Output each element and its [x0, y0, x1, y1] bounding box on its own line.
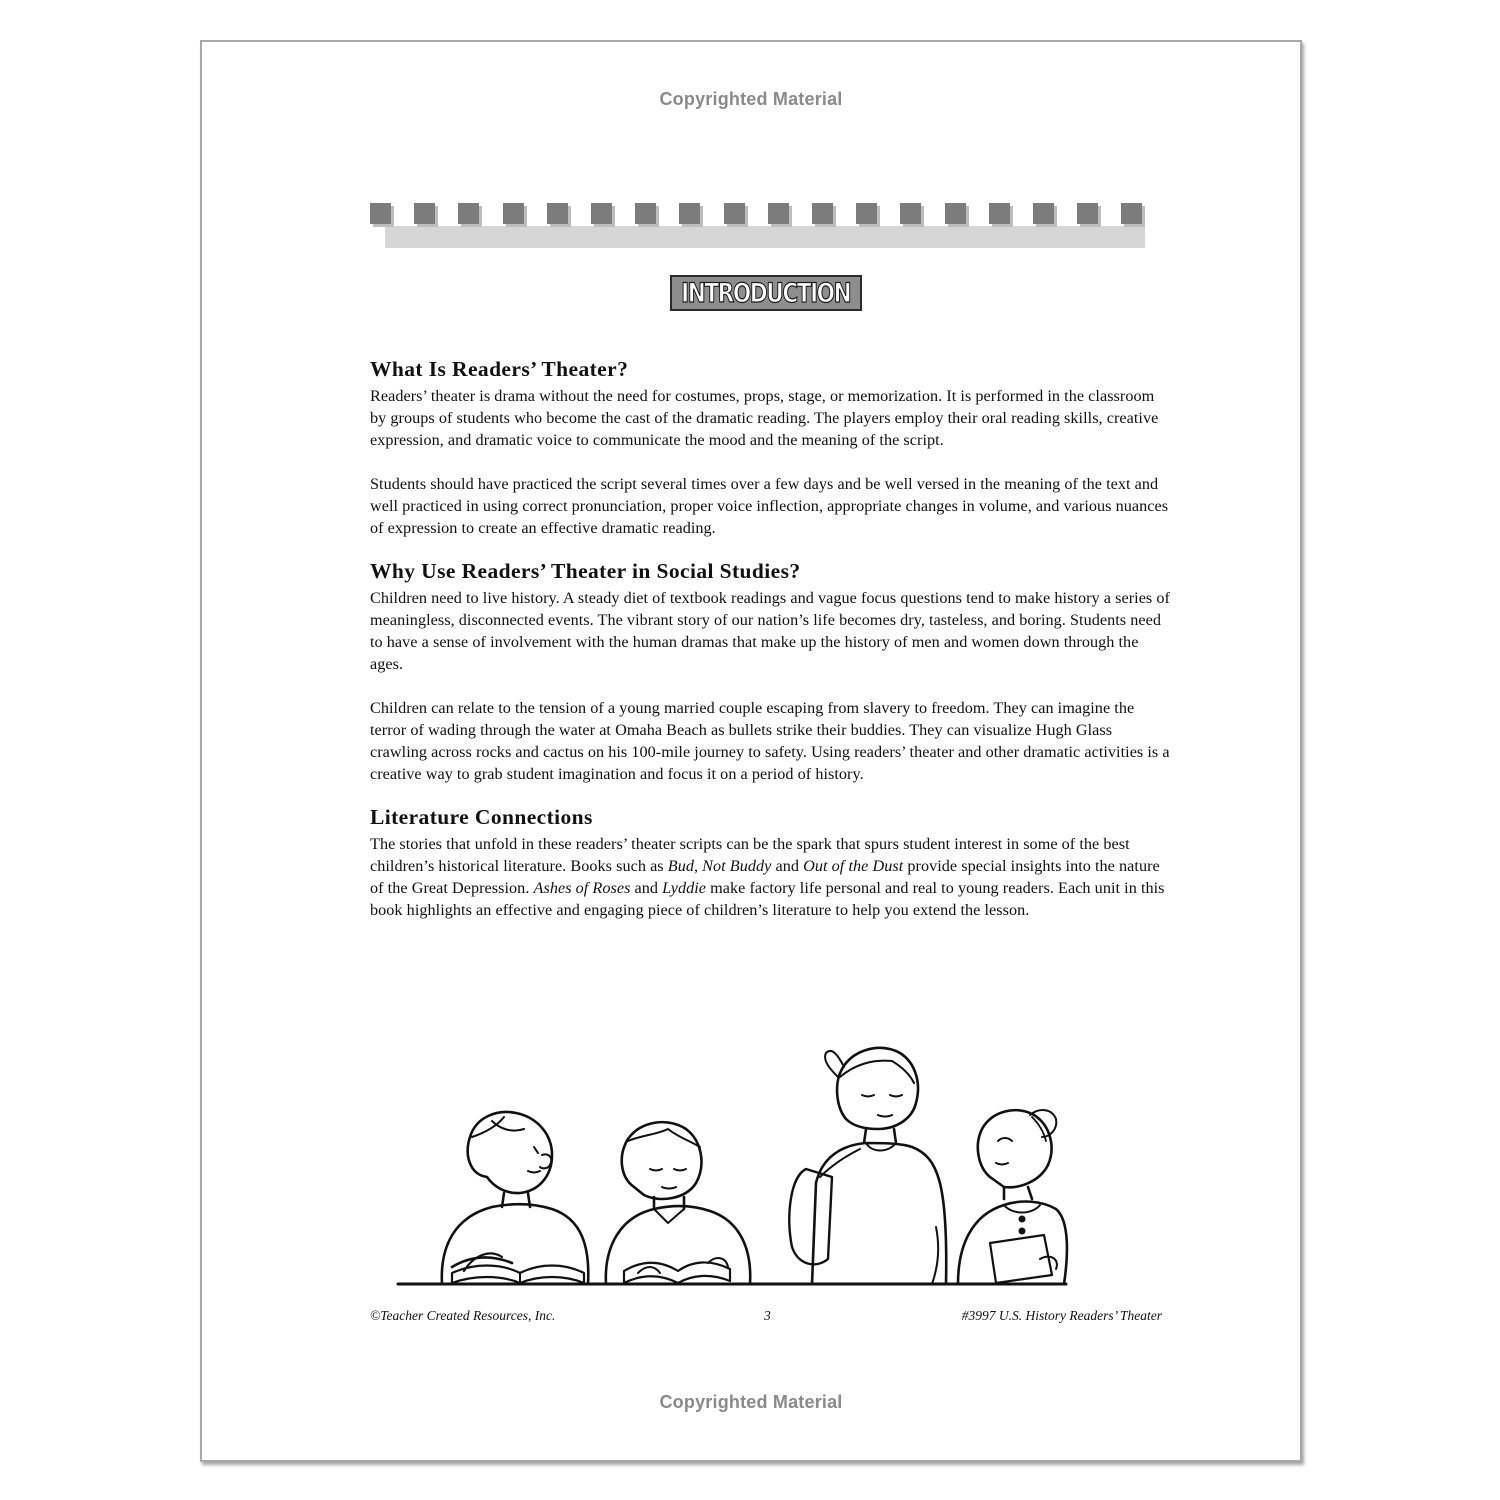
- binding-square: [900, 203, 921, 224]
- binding-square: [458, 203, 479, 224]
- footer-book-title: #3997 U.S. History Readers’ Theater: [961, 1308, 1162, 1323]
- binding-square: [414, 203, 435, 224]
- document-page: [200, 40, 1302, 1462]
- text-run: make factory life personal and real to young readers. Each unit in this book highlights an effective and engaging piece of children’s literature to help you extend the lesson.: [370, 879, 1165, 919]
- binding-square: [812, 203, 833, 224]
- binding-square: [1121, 203, 1142, 224]
- paragraph: Students should have practiced the script several times over a few days and be well versed in the meaning of the text and well practiced in using correct pronunciation, proper voice inflection, appropriate changes in volume, and various nuances of expression to create an effective dramatic reading.: [370, 475, 1169, 537]
- text-run: and: [771, 857, 804, 875]
- binding-square: [856, 203, 877, 224]
- introduction-banner: [670, 275, 862, 311]
- spiral-binding: [370, 203, 1162, 229]
- text-run: and: [630, 879, 663, 897]
- binding-square: [547, 203, 568, 224]
- text-run: The stories that unfold in these readers’ theater scripts can be the spark that spurs student interest in some of the best children’s historical literature. Books such as: [370, 835, 1130, 875]
- section-heading: What Is Readers’ Theater?: [370, 357, 629, 381]
- binding-square: [1077, 203, 1098, 224]
- book-title-lyddie: Lyddie: [662, 879, 707, 897]
- footer-page-number: 3: [764, 1308, 771, 1323]
- paragraph: Children can relate to the tension of a young married couple escaping from slavery to freedom. They can imagine the terror of wading through the water at Omaha Beach as bullets strike their buddies. They can visualize Hugh Glass crawling across rocks and cactus on his 100-mile journey to safety. Using readers’ theater and other dramatic activities is a creative way to grab student imagination and focus it on a period of history.: [370, 699, 1170, 783]
- book-title-ashes-of-roses: Ashes of Roses: [533, 879, 631, 897]
- paragraph: Readers’ theater is drama without the need for costumes, props, stage, or memorization. It is performed in the classroom by groups of students who become the cast of the dramatic reading. The players employ their oral reading skills, creative expression, and dramatic voice to communicate the mood and the meaning of the script.: [370, 387, 1159, 449]
- paragraph: [370, 833, 1170, 921]
- binding-square: [945, 203, 966, 224]
- student-girl-looking-up: [958, 1110, 1067, 1284]
- binding-square: [591, 203, 612, 224]
- watermark-top: Copyrighted Material: [659, 89, 843, 109]
- student-boy-with-book: [606, 1122, 750, 1284]
- binding-square: [503, 203, 524, 224]
- binding-square: [724, 203, 745, 224]
- watermark-bottom: Copyrighted Material: [659, 1392, 843, 1412]
- page-footer: [370, 1308, 1162, 1328]
- binding-shadow-band: [385, 226, 1145, 248]
- main-content: [370, 356, 1170, 921]
- binding-square: [679, 203, 700, 224]
- binding-square: [768, 203, 789, 224]
- footer-publisher: ©Teacher Created Resources, Inc.: [370, 1308, 556, 1323]
- binding-square: [1033, 203, 1054, 224]
- section-why-use-readers-theater: [370, 558, 1170, 785]
- binding-square: [370, 203, 391, 224]
- binding-square: [635, 203, 656, 224]
- binding-square: [989, 203, 1010, 224]
- book-title-bud-not-buddy: Bud, Not Buddy: [667, 857, 772, 875]
- section-heading: Literature Connections: [370, 805, 593, 829]
- paragraph: Children need to live history. A steady diet of textbook readings and vague focus questions tend to make history a series of meaningless, disconnected events. The vibrant story of our nation’s life becomes dry, tasteless, and boring. Students need to have a sense of involvement with the human dramas that make up the history of men and women down through the ages.: [370, 589, 1170, 673]
- student-girl-backpack: [789, 1048, 946, 1284]
- section-heading: Why Use Readers’ Theater in Social Studies?: [370, 559, 801, 583]
- students-reading-illustration: [392, 1037, 1072, 1299]
- section-literature-connections: [370, 804, 1170, 921]
- introduction-title: INTRODUCTION: [681, 277, 851, 309]
- section-what-is-readers-theater: [370, 356, 1170, 539]
- book-title-out-of-the-dust: Out of the Dust: [803, 857, 904, 875]
- student-boy-reading: [442, 1112, 588, 1284]
- text-run: provide special insights into the nature of the Great Depression.: [370, 857, 1160, 897]
